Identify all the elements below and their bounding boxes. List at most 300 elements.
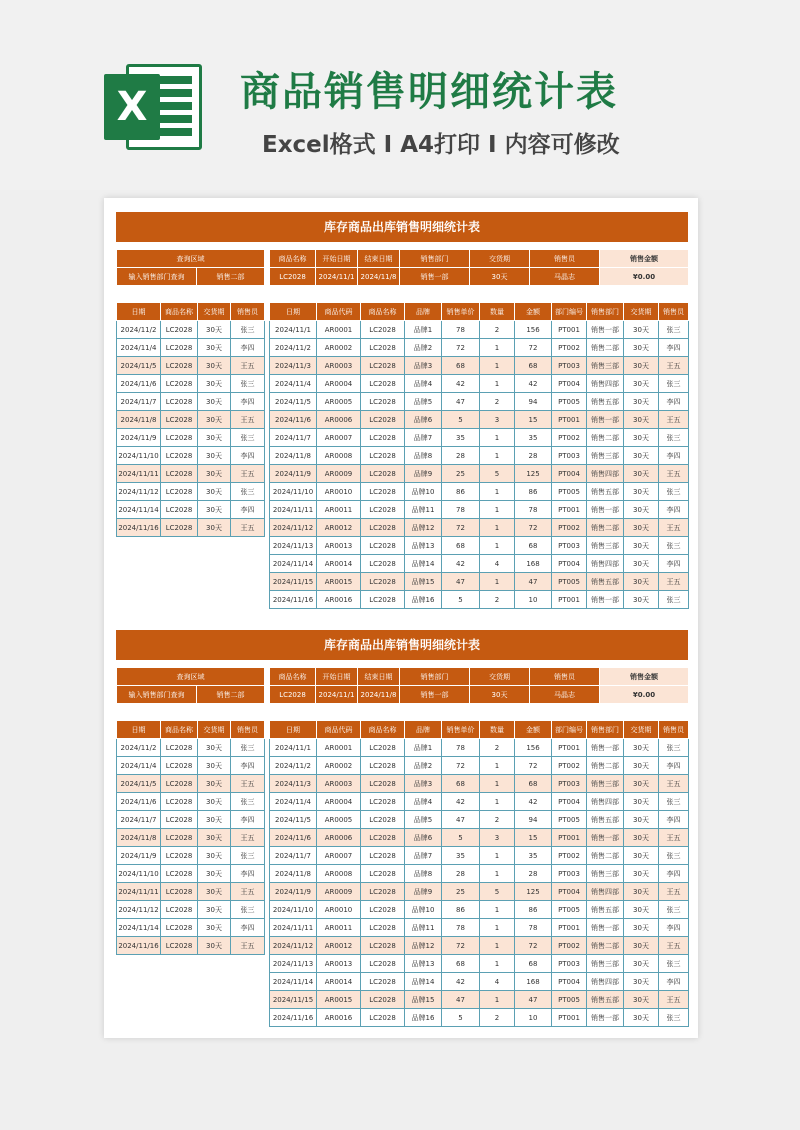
table-cell[interactable]: 1	[480, 865, 515, 883]
table-cell[interactable]: 销售三部	[587, 357, 624, 375]
table-cell[interactable]: PT001	[552, 591, 587, 609]
table-cell[interactable]: 30天	[624, 591, 659, 609]
table-cell[interactable]: 2024/11/8	[117, 829, 161, 847]
table-cell[interactable]: 30天	[624, 973, 659, 991]
table-cell[interactable]: 30天	[624, 375, 659, 393]
table-cell[interactable]: 30天	[198, 501, 231, 519]
table-cell[interactable]: AR0008	[317, 865, 361, 883]
table-cell[interactable]: 30天	[198, 901, 231, 919]
table-cell[interactable]: 2024/11/3	[270, 775, 317, 793]
table-cell[interactable]: 王五	[659, 411, 689, 429]
table-cell[interactable]: 张三	[231, 739, 265, 757]
table-cell[interactable]: 30天	[198, 483, 231, 501]
table-cell[interactable]: 李四	[231, 447, 265, 465]
table-cell[interactable]: PT004	[552, 793, 587, 811]
table-cell[interactable]: PT003	[552, 775, 587, 793]
table-cell[interactable]: PT003	[552, 357, 587, 375]
table-cell[interactable]: LC2028	[361, 901, 405, 919]
table-cell[interactable]: LC2028	[361, 519, 405, 537]
table-cell[interactable]: LC2028	[161, 501, 198, 519]
table-cell[interactable]: 销售五部	[587, 991, 624, 1009]
table-cell[interactable]: LC2028	[361, 447, 405, 465]
table-cell[interactable]: 30天	[198, 919, 231, 937]
table-cell[interactable]: LC2028	[161, 339, 198, 357]
table-cell[interactable]: 王五	[231, 775, 265, 793]
table-cell[interactable]: 5	[442, 1009, 480, 1027]
table-cell[interactable]: 2024/11/13	[270, 955, 317, 973]
table-cell[interactable]: 47	[442, 393, 480, 411]
table-cell[interactable]: 销售四部	[587, 555, 624, 573]
table-cell[interactable]: 25	[442, 465, 480, 483]
table-cell[interactable]: LC2028	[361, 465, 405, 483]
table-cell[interactable]: PT005	[552, 483, 587, 501]
table-cell[interactable]: 2024/11/10	[270, 483, 317, 501]
table-cell[interactable]: 5	[442, 591, 480, 609]
table-cell[interactable]: 李四	[659, 501, 689, 519]
table-cell[interactable]: 72	[515, 339, 552, 357]
table-cell[interactable]: 2024/11/3	[270, 357, 317, 375]
table-cell[interactable]: 销售三部	[587, 537, 624, 555]
table-cell[interactable]: 王五	[659, 829, 689, 847]
info-value[interactable]: 马晶志	[530, 268, 600, 286]
table-cell[interactable]: PT004	[552, 883, 587, 901]
table-cell[interactable]: 1	[480, 775, 515, 793]
table-cell[interactable]: 销售一部	[587, 591, 624, 609]
table-cell[interactable]: 2024/11/2	[270, 339, 317, 357]
table-cell[interactable]: 销售一部	[587, 411, 624, 429]
table-cell[interactable]: 销售一部	[587, 321, 624, 339]
table-cell[interactable]: 1	[480, 375, 515, 393]
table-cell[interactable]: 2024/11/6	[270, 829, 317, 847]
table-cell[interactable]: 2024/11/8	[270, 447, 317, 465]
table-cell[interactable]: 1	[480, 757, 515, 775]
table-cell[interactable]: AR0014	[317, 973, 361, 991]
table-cell[interactable]: 品牌3	[405, 357, 442, 375]
table-cell[interactable]: PT001	[552, 739, 587, 757]
table-cell[interactable]: 2024/11/9	[270, 465, 317, 483]
table-cell[interactable]: 30天	[624, 811, 659, 829]
table-cell[interactable]: 销售四部	[587, 973, 624, 991]
department-query-input[interactable]: 销售二部	[197, 686, 265, 704]
table-cell[interactable]: LC2028	[361, 501, 405, 519]
table-cell[interactable]: 78	[515, 919, 552, 937]
table-cell[interactable]: AR0002	[317, 339, 361, 357]
table-cell[interactable]: LC2028	[361, 775, 405, 793]
table-cell[interactable]: 168	[515, 555, 552, 573]
table-cell[interactable]: 品牌2	[405, 757, 442, 775]
department-query-input[interactable]: 销售二部	[197, 268, 265, 286]
table-cell[interactable]: 品牌5	[405, 393, 442, 411]
table-cell[interactable]: AR0001	[317, 321, 361, 339]
table-cell[interactable]: 品牌14	[405, 973, 442, 991]
table-cell[interactable]: AR0014	[317, 555, 361, 573]
table-cell[interactable]: 42	[515, 793, 552, 811]
table-cell[interactable]: 78	[442, 501, 480, 519]
table-cell[interactable]: AR0009	[317, 883, 361, 901]
table-cell[interactable]: 2024/11/7	[117, 811, 161, 829]
table-cell[interactable]: 68	[515, 537, 552, 555]
table-cell[interactable]: LC2028	[361, 375, 405, 393]
table-cell[interactable]: 1	[480, 991, 515, 1009]
table-cell[interactable]: 品牌8	[405, 447, 442, 465]
table-cell[interactable]: 2024/11/1	[270, 321, 317, 339]
info-value[interactable]: 2024/11/8	[358, 268, 400, 286]
info-value[interactable]: ¥0.00	[600, 686, 689, 704]
table-cell[interactable]: 1	[480, 955, 515, 973]
table-cell[interactable]: 47	[515, 991, 552, 1009]
table-cell[interactable]: 68	[442, 775, 480, 793]
table-cell[interactable]: 王五	[659, 937, 689, 955]
table-cell[interactable]: 30天	[624, 519, 659, 537]
table-cell[interactable]: 销售三部	[587, 775, 624, 793]
table-cell[interactable]: 156	[515, 321, 552, 339]
table-cell[interactable]: 30天	[198, 393, 231, 411]
table-cell[interactable]: LC2028	[361, 591, 405, 609]
table-cell[interactable]: 30天	[624, 411, 659, 429]
table-cell[interactable]: 2024/11/5	[117, 775, 161, 793]
table-cell[interactable]: PT004	[552, 375, 587, 393]
table-cell[interactable]: 10	[515, 1009, 552, 1027]
table-cell[interactable]: 销售三部	[587, 447, 624, 465]
table-cell[interactable]: LC2028	[361, 973, 405, 991]
table-cell[interactable]: 2024/11/16	[117, 519, 161, 537]
table-cell[interactable]: 47	[442, 573, 480, 591]
table-cell[interactable]: AR0010	[317, 483, 361, 501]
table-cell[interactable]: PT001	[552, 411, 587, 429]
table-cell[interactable]: 李四	[231, 501, 265, 519]
table-cell[interactable]: PT003	[552, 955, 587, 973]
table-cell[interactable]: AR0012	[317, 937, 361, 955]
table-cell[interactable]: 30天	[624, 865, 659, 883]
table-cell[interactable]: 1	[480, 793, 515, 811]
table-cell[interactable]: LC2028	[161, 411, 198, 429]
table-cell[interactable]: 2024/11/15	[270, 573, 317, 591]
table-cell[interactable]: 2024/11/16	[270, 1009, 317, 1027]
table-cell[interactable]: 30天	[198, 465, 231, 483]
table-cell[interactable]: 销售四部	[587, 883, 624, 901]
table-cell[interactable]: 销售一部	[587, 829, 624, 847]
table-cell[interactable]: 王五	[231, 883, 265, 901]
table-cell[interactable]: LC2028	[161, 829, 198, 847]
table-cell[interactable]: 李四	[231, 865, 265, 883]
table-cell[interactable]: PT003	[552, 447, 587, 465]
table-cell[interactable]: 张三	[659, 955, 689, 973]
table-cell[interactable]: 张三	[231, 901, 265, 919]
table-cell[interactable]: 30天	[198, 865, 231, 883]
table-cell[interactable]: 15	[515, 829, 552, 847]
table-cell[interactable]: 2	[480, 739, 515, 757]
table-cell[interactable]: 2024/11/6	[270, 411, 317, 429]
table-cell[interactable]: LC2028	[361, 829, 405, 847]
table-cell[interactable]: 销售三部	[587, 955, 624, 973]
table-cell[interactable]: 4	[480, 973, 515, 991]
table-cell[interactable]: LC2028	[161, 865, 198, 883]
table-cell[interactable]: 张三	[659, 483, 689, 501]
table-cell[interactable]: PT004	[552, 973, 587, 991]
table-cell[interactable]: 2024/11/14	[270, 555, 317, 573]
table-cell[interactable]: 张三	[659, 1009, 689, 1027]
table-cell[interactable]: 2024/11/5	[270, 393, 317, 411]
table-cell[interactable]: PT005	[552, 901, 587, 919]
info-value[interactable]: 2024/11/8	[358, 686, 400, 704]
table-cell[interactable]: AR0007	[317, 429, 361, 447]
table-cell[interactable]: 李四	[659, 339, 689, 357]
table-cell[interactable]: 2024/11/9	[270, 883, 317, 901]
table-cell[interactable]: 2024/11/14	[117, 919, 161, 937]
table-cell[interactable]: 王五	[659, 991, 689, 1009]
table-cell[interactable]: 2	[480, 321, 515, 339]
table-cell[interactable]: 2024/11/7	[270, 847, 317, 865]
table-cell[interactable]: PT005	[552, 573, 587, 591]
table-cell[interactable]: 2024/11/12	[117, 483, 161, 501]
table-cell[interactable]: 王五	[659, 775, 689, 793]
table-cell[interactable]: 李四	[659, 555, 689, 573]
table-cell[interactable]: 2	[480, 1009, 515, 1027]
table-cell[interactable]: 王五	[659, 573, 689, 591]
table-cell[interactable]: 品牌13	[405, 537, 442, 555]
table-cell[interactable]: 张三	[231, 429, 265, 447]
table-cell[interactable]: LC2028	[161, 519, 198, 537]
table-cell[interactable]: 30天	[624, 919, 659, 937]
table-cell[interactable]: 李四	[659, 447, 689, 465]
table-cell[interactable]: LC2028	[361, 937, 405, 955]
table-cell[interactable]: 2024/11/7	[270, 429, 317, 447]
table-cell[interactable]: 47	[442, 811, 480, 829]
info-value[interactable]: 2024/11/1	[316, 268, 358, 286]
table-cell[interactable]: 30天	[624, 793, 659, 811]
table-cell[interactable]: LC2028	[361, 1009, 405, 1027]
table-cell[interactable]: PT005	[552, 991, 587, 1009]
table-cell[interactable]: 30天	[198, 429, 231, 447]
table-cell[interactable]: 品牌4	[405, 375, 442, 393]
table-cell[interactable]: LC2028	[361, 483, 405, 501]
table-cell[interactable]: 张三	[659, 321, 689, 339]
table-cell[interactable]: 35	[442, 847, 480, 865]
table-cell[interactable]: 1	[480, 937, 515, 955]
table-cell[interactable]: 2	[480, 393, 515, 411]
table-cell[interactable]: 销售一部	[587, 1009, 624, 1027]
table-cell[interactable]: 品牌6	[405, 411, 442, 429]
table-cell[interactable]: AR0004	[317, 375, 361, 393]
table-cell[interactable]: 10	[515, 591, 552, 609]
table-cell[interactable]: 李四	[659, 811, 689, 829]
table-cell[interactable]: 2024/11/8	[117, 411, 161, 429]
table-cell[interactable]: 李四	[231, 339, 265, 357]
table-cell[interactable]: PT005	[552, 811, 587, 829]
table-cell[interactable]: LC2028	[161, 919, 198, 937]
table-cell[interactable]: 30天	[624, 393, 659, 411]
table-cell[interactable]: 1	[480, 537, 515, 555]
table-cell[interactable]: 30天	[624, 901, 659, 919]
table-cell[interactable]: LC2028	[161, 375, 198, 393]
table-cell[interactable]: LC2028	[161, 775, 198, 793]
table-cell[interactable]: 2024/11/8	[270, 865, 317, 883]
table-cell[interactable]: PT002	[552, 847, 587, 865]
info-value[interactable]: 30天	[470, 268, 530, 286]
table-cell[interactable]: 2024/11/9	[117, 429, 161, 447]
table-cell[interactable]: 张三	[659, 429, 689, 447]
table-cell[interactable]: 品牌2	[405, 339, 442, 357]
table-cell[interactable]: LC2028	[361, 555, 405, 573]
table-cell[interactable]: 30天	[624, 775, 659, 793]
table-cell[interactable]: 30天	[624, 829, 659, 847]
table-cell[interactable]: 30天	[624, 447, 659, 465]
table-cell[interactable]: 125	[515, 465, 552, 483]
table-cell[interactable]: 72	[515, 519, 552, 537]
table-cell[interactable]: 张三	[231, 483, 265, 501]
table-cell[interactable]: 28	[515, 447, 552, 465]
table-cell[interactable]: 品牌16	[405, 1009, 442, 1027]
table-cell[interactable]: 1	[480, 429, 515, 447]
table-cell[interactable]: LC2028	[361, 793, 405, 811]
table-cell[interactable]: 42	[442, 375, 480, 393]
table-cell[interactable]: 2024/11/11	[270, 919, 317, 937]
table-cell[interactable]: 30天	[198, 937, 231, 955]
table-cell[interactable]: 销售二部	[587, 339, 624, 357]
table-cell[interactable]: 品牌7	[405, 847, 442, 865]
table-cell[interactable]: 1	[480, 357, 515, 375]
table-cell[interactable]: LC2028	[161, 393, 198, 411]
table-cell[interactable]: LC2028	[361, 811, 405, 829]
table-cell[interactable]: 2024/11/11	[117, 465, 161, 483]
table-cell[interactable]: PT002	[552, 519, 587, 537]
table-cell[interactable]: LC2028	[361, 991, 405, 1009]
table-cell[interactable]: AR0004	[317, 793, 361, 811]
table-cell[interactable]: 2024/11/14	[270, 973, 317, 991]
table-cell[interactable]: 1	[480, 519, 515, 537]
table-cell[interactable]: 王五	[659, 883, 689, 901]
table-cell[interactable]: 30天	[624, 339, 659, 357]
table-cell[interactable]: 25	[442, 883, 480, 901]
table-cell[interactable]: 2024/11/4	[270, 793, 317, 811]
table-cell[interactable]: 销售一部	[587, 919, 624, 937]
table-cell[interactable]: 30天	[624, 501, 659, 519]
table-cell[interactable]: 张三	[659, 591, 689, 609]
table-cell[interactable]: 28	[442, 447, 480, 465]
table-cell[interactable]: 47	[515, 573, 552, 591]
table-cell[interactable]: 86	[515, 901, 552, 919]
table-cell[interactable]: PT001	[552, 919, 587, 937]
table-cell[interactable]: 销售五部	[587, 573, 624, 591]
table-cell[interactable]: AR0001	[317, 739, 361, 757]
table-cell[interactable]: 王五	[659, 519, 689, 537]
table-cell[interactable]: 2024/11/7	[117, 393, 161, 411]
table-cell[interactable]: 68	[515, 955, 552, 973]
table-cell[interactable]: 1	[480, 447, 515, 465]
table-cell[interactable]: LC2028	[361, 883, 405, 901]
table-cell[interactable]: 品牌16	[405, 591, 442, 609]
table-cell[interactable]: 销售二部	[587, 847, 624, 865]
table-cell[interactable]: PT002	[552, 757, 587, 775]
table-cell[interactable]: 品牌9	[405, 465, 442, 483]
table-cell[interactable]: 销售五部	[587, 483, 624, 501]
table-cell[interactable]: AR0003	[317, 357, 361, 375]
info-value[interactable]: 2024/11/1	[316, 686, 358, 704]
table-cell[interactable]: 2024/11/15	[270, 991, 317, 1009]
table-cell[interactable]: 销售二部	[587, 757, 624, 775]
table-cell[interactable]: AR0006	[317, 411, 361, 429]
table-cell[interactable]: LC2028	[361, 757, 405, 775]
table-cell[interactable]: 1	[480, 847, 515, 865]
table-cell[interactable]: 30天	[624, 847, 659, 865]
info-value[interactable]: LC2028	[270, 686, 316, 704]
table-cell[interactable]: PT002	[552, 429, 587, 447]
table-cell[interactable]: 1	[480, 573, 515, 591]
table-cell[interactable]: 86	[442, 483, 480, 501]
table-cell[interactable]: LC2028	[361, 537, 405, 555]
table-cell[interactable]: 销售五部	[587, 901, 624, 919]
table-cell[interactable]: 5	[480, 883, 515, 901]
info-value[interactable]: 30天	[470, 686, 530, 704]
table-cell[interactable]: AR0011	[317, 919, 361, 937]
table-cell[interactable]: AR0006	[317, 829, 361, 847]
table-cell[interactable]: LC2028	[161, 739, 198, 757]
table-cell[interactable]: LC2028	[361, 393, 405, 411]
table-cell[interactable]: 30天	[624, 1009, 659, 1027]
table-cell[interactable]: 30天	[198, 829, 231, 847]
table-cell[interactable]: 销售五部	[587, 393, 624, 411]
table-cell[interactable]: 张三	[659, 739, 689, 757]
table-cell[interactable]: AR0005	[317, 393, 361, 411]
info-value[interactable]: LC2028	[270, 268, 316, 286]
table-cell[interactable]: 68	[442, 357, 480, 375]
table-cell[interactable]: 3	[480, 829, 515, 847]
table-cell[interactable]: LC2028	[361, 321, 405, 339]
table-cell[interactable]: 李四	[659, 393, 689, 411]
table-cell[interactable]: 2024/11/6	[117, 793, 161, 811]
table-cell[interactable]: 2024/11/12	[270, 937, 317, 955]
table-cell[interactable]: AR0015	[317, 573, 361, 591]
table-cell[interactable]: 张三	[231, 321, 265, 339]
table-cell[interactable]: 35	[515, 847, 552, 865]
table-cell[interactable]: 78	[442, 321, 480, 339]
table-cell[interactable]: 销售二部	[587, 937, 624, 955]
table-cell[interactable]: 1	[480, 919, 515, 937]
table-cell[interactable]: 李四	[231, 919, 265, 937]
table-cell[interactable]: 销售一部	[587, 501, 624, 519]
table-cell[interactable]: 品牌15	[405, 991, 442, 1009]
table-cell[interactable]: 125	[515, 883, 552, 901]
table-cell[interactable]: LC2028	[161, 793, 198, 811]
table-cell[interactable]: 张三	[659, 375, 689, 393]
table-cell[interactable]: PT002	[552, 937, 587, 955]
table-cell[interactable]: 张三	[231, 793, 265, 811]
table-cell[interactable]: 张三	[231, 847, 265, 865]
table-cell[interactable]: 李四	[231, 811, 265, 829]
table-cell[interactable]: 2024/11/14	[117, 501, 161, 519]
table-cell[interactable]: 2024/11/13	[270, 537, 317, 555]
table-cell[interactable]: 30天	[624, 573, 659, 591]
table-cell[interactable]: 2024/11/6	[117, 375, 161, 393]
table-cell[interactable]: PT001	[552, 321, 587, 339]
table-cell[interactable]: LC2028	[161, 883, 198, 901]
table-cell[interactable]: 王五	[231, 519, 265, 537]
table-cell[interactable]: 30天	[624, 321, 659, 339]
table-cell[interactable]: AR0011	[317, 501, 361, 519]
table-cell[interactable]: 销售四部	[587, 465, 624, 483]
table-cell[interactable]: 1	[480, 901, 515, 919]
table-cell[interactable]: 30天	[624, 937, 659, 955]
table-cell[interactable]: 品牌1	[405, 739, 442, 757]
table-cell[interactable]: 王五	[659, 465, 689, 483]
table-cell[interactable]: 4	[480, 555, 515, 573]
table-cell[interactable]: 2	[480, 591, 515, 609]
table-cell[interactable]: 72	[515, 757, 552, 775]
table-cell[interactable]: 2024/11/4	[270, 375, 317, 393]
table-cell[interactable]: 2024/11/5	[270, 811, 317, 829]
table-cell[interactable]: 李四	[231, 757, 265, 775]
table-cell[interactable]: 2024/11/10	[117, 865, 161, 883]
